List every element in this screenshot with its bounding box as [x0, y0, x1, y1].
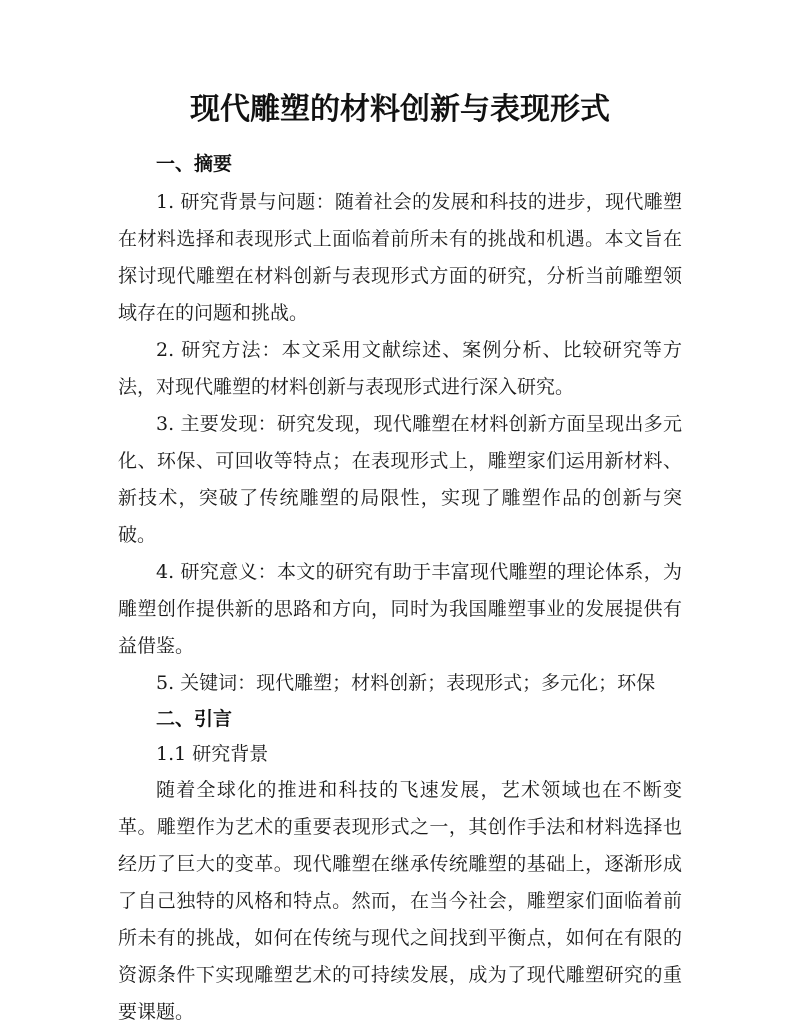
document-title: 现代雕塑的材料创新与表现形式 — [190, 92, 610, 127]
document-body — [118, 147, 682, 1031]
abstract-item-method: 2. 研究方法：本文采用文献综述、案例分析、比较研究等方法，对现代雕塑的材料创新与表现形式进行深入研究。 — [118, 339, 682, 398]
subsection-heading-background: 1.1 研究背景 — [156, 743, 269, 765]
introduction-paragraph: 随着全球化的推进和科技的飞速发展，艺术领域也在不断变革。雕塑作为艺术的重要表现形式之一，其创作手法和材料选择也经历了巨大的变革。现代雕塑在继承传统雕塑的基础上，逐渐形成了自己独特的风格和特点。然而，在当今社会，雕塑家们面临着前所未有的挑战，如何在传统与现代之间找到平衡点，如何在有限的资源条件下实现雕塑艺术的可持续发展，成为了现代雕塑研究的重要课题。 — [118, 779, 682, 1023]
abstract-item-background: 1. 研究背景与问题：随着社会的发展和科技的进步，现代雕塑在材料选择和表现形式上面临着前所未有的挑战和机遇。本文旨在探讨现代雕塑在材料创新与表现形式方面的研究，分析当前雕塑领域存在的问题和挑战。 — [118, 191, 682, 324]
abstract-item-significance: 4. 研究意义：本文的研究有助于丰富现代雕塑的理论体系，为雕塑创作提供新的思路和方向，同时为我国雕塑事业的发展提供有益借鉴。 — [118, 561, 682, 657]
section-heading-abstract: 一、摘要 — [156, 153, 233, 175]
abstract-item-keywords: 5. 关键词：现代雕塑；材料创新；表现形式；多元化；环保 — [156, 672, 656, 694]
abstract-item-findings: 3. 主要发现：研究发现，现代雕塑在材料创新方面呈现出多元化、环保、可回收等特点；在表现形式上，雕塑家们运用新材料、新技术，突破了传统雕塑的局限性，实现了雕塑作品的创新与突破。 — [118, 413, 682, 546]
section-heading-introduction: 二、引言 — [156, 708, 233, 730]
